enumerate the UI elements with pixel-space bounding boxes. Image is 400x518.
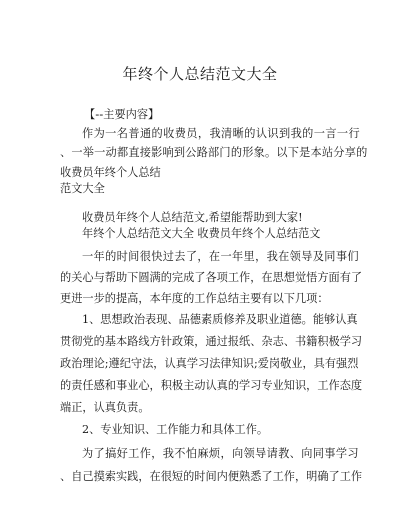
item-1-line-4: 的责任感和事业心，积极主动认真的学习专业知识，工作态度	[60, 379, 363, 392]
item-2-line-1: 2、专业知识、工作能力和具体工作。	[82, 423, 269, 436]
summary-line-1: 收费员年终个人总结范文,希望能帮助到大家!	[82, 211, 303, 224]
item-2-line-2: 为了搞好工作，我不怕麻烦，向领导请教、向同事学习	[82, 447, 359, 460]
intro-line-3: 收费员年终个人总结	[60, 166, 161, 179]
intro-line-4: 范文大全	[60, 182, 105, 195]
document-title: 年终个人总结范文大全	[122, 65, 278, 83]
item-2-line-3: 、自己摸索实践，在很短的时间内便熟悉了工作，明确了工作	[60, 470, 363, 483]
item-1-line-5: 端正，认真负责。	[60, 401, 150, 414]
main-content-tag: 【--主要内容】	[84, 108, 160, 121]
body-line-1: 一年的时间很快过去了，在一年里，我在领导及同事们	[82, 250, 359, 263]
body-line-3: 更进一步的提高，本年度的工作总结主要有以下几项：	[60, 292, 329, 305]
body-line-2: 的关心与帮助下圆满的完成了各项工作，在思想觉悟方面有了	[60, 271, 363, 284]
item-1-line-3: 政治理论;遵纪守法，认真学习法律知识;爱岗敬业，具有强烈	[60, 357, 359, 370]
intro-line-1: 作为一名普通的收费员，我清晰的认识到我的一言一行	[82, 127, 361, 140]
summary-line-2: 年终个人总结范文大全 收费员年终个人总结范文	[82, 227, 321, 240]
intro-line-2: 、一举一动都直接影响到公路部门的形象。以下是本站分享的	[60, 146, 368, 159]
item-1-line-1: 1、思想政治表现、品德素质修养及职业道德。能够认真	[82, 313, 358, 326]
item-1-line-2: 贯彻党的基本路线方针政策，通过报纸、杂志、书籍积极学习	[60, 335, 363, 348]
